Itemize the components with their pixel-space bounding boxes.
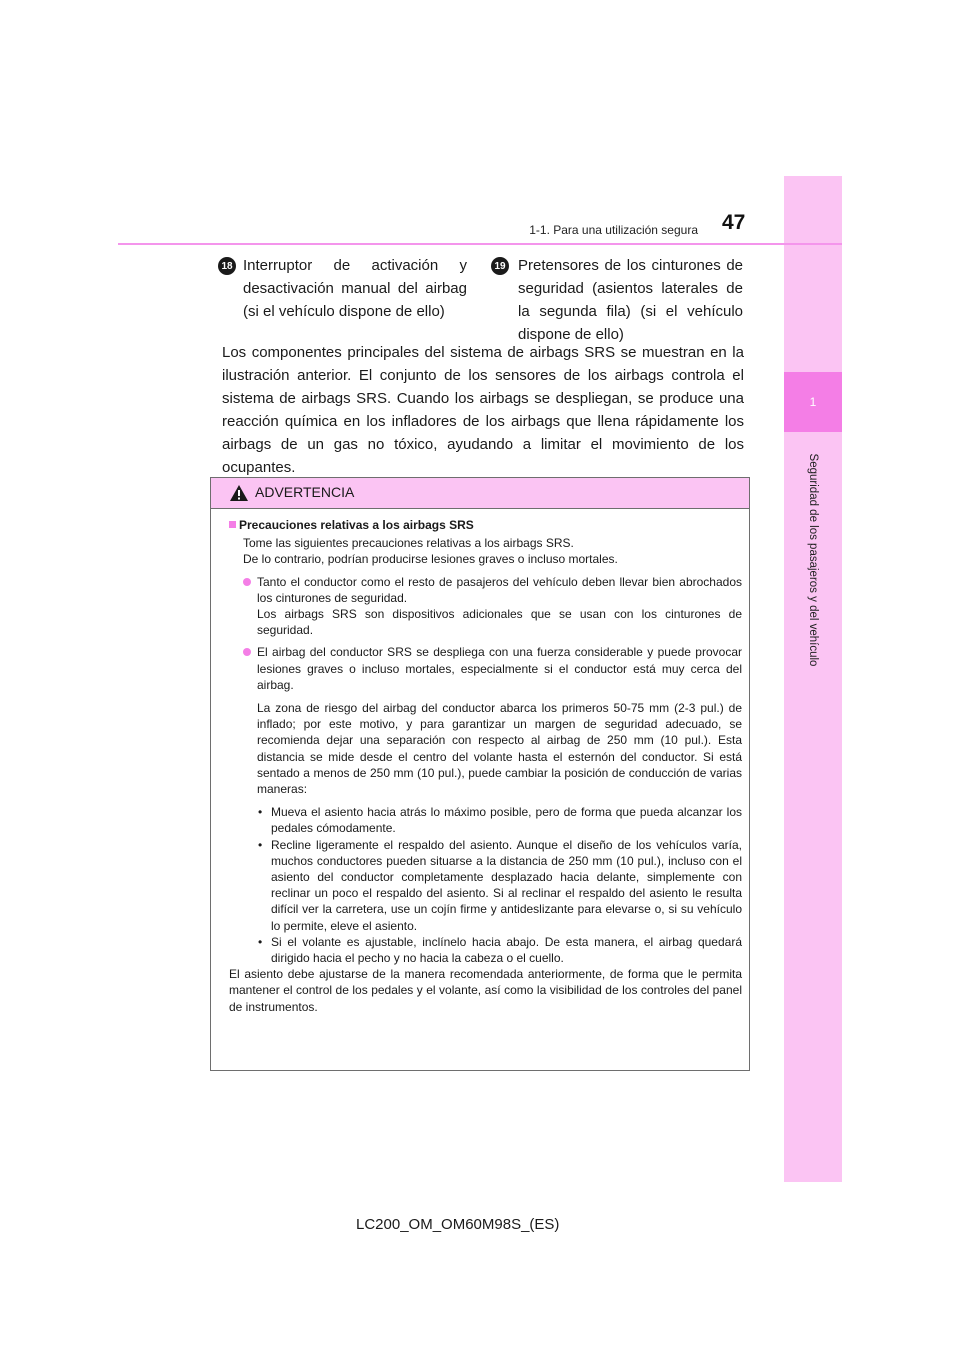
bullet-glyph: • (258, 837, 263, 852)
page-number: 47 (722, 211, 746, 234)
warning-item (243, 644, 742, 693)
item-number: 18 (221, 260, 233, 272)
chapter-side-tab (784, 176, 842, 1182)
chapter-number: 1 (809, 395, 817, 409)
warning-item-text: Tanto el conductor como el resto de pasajeros del vehículo deben llevar bien abrochados los cinturones de seguridad. (257, 574, 742, 605)
warning-intro-line: Tome las siguientes precauciones relativas a los airbags SRS. (243, 536, 574, 551)
warning-paragraph: La zona de riesgo del airbag del conductor abarca los primeros 50-75 mm (2-3 pul.) de inflado; por este motivo, y para garantizar un margen de seguridad adecuado, se recomienda dejar una separación con respecto al airbag de 250 mm (10 pul.). Esta distancia se mide desde el centro del volante hasta el esternón del conductor. Si está sentado a menos de 250 mm (10 pul.), puede cambiar la posición de conducción de varias maneras: (257, 701, 742, 797)
warning-item-text: Los airbags SRS son dispositivos adicionales que se usan con los cinturones de seguridad. (257, 607, 742, 638)
warning-final-paragraph: El asiento debe ajustarse de la manera recomendada anteriormente, de forma que le permita mantener el control de los pedales y el volante, así como la visibilidad de los controles del panel de instrumentos. (229, 967, 742, 1014)
intro-paragraph: Los componentes principales del sistema de airbags SRS se muestran en la ilustración anterior. El conjunto de los sensores de los airbags controla el sistema de airbags SRS. Cuando los airbags se despliegan, se produce una reacción química en los infladores de los airbags que llena rápidamente los airbags de un gas no tóxico, ayudando a limitar el movimiento de los ocupantes. (222, 344, 744, 476)
warning-box (210, 477, 750, 1071)
header-rule (118, 243, 842, 245)
warning-heading-text: Precauciones relativas a los airbags SRS (239, 518, 474, 532)
warning-content (229, 517, 742, 1015)
item-19-text: Pretensores de los cinturones de seguridad (asientos laterales de la segunda fila) (si el vehículo dispone de ello) (518, 257, 743, 343)
item-number-badge (491, 257, 509, 275)
bullet-glyph: • (258, 934, 263, 949)
list-item (257, 934, 742, 966)
list-item-text: Mueva el asiento hacia atrás lo máximo posible, pero de forma que pueda alcanzar los pedales cómodamente. (271, 805, 742, 836)
warning-triangle-icon (229, 484, 249, 502)
round-bullet-icon (243, 648, 251, 656)
list-item (257, 804, 742, 836)
round-bullet-icon (243, 578, 251, 586)
list-item-text: Recline ligeramente el respaldo del asiento. Aunque el diseño de los vehículos varía, muchos conductores pueden situarse a la distancia de 250 mm (10 pul.), incluso con el asiento del conductor completamente desplazado hacia delante, simplemente con reclinar un poco el respaldo del asiento. Si al reclinar el respaldo del asiento le resulta difícil ver la carretera, use un cojín firme y antideslizante para elevarse o, si su vehículo lo permite, eleve el asiento. (271, 837, 742, 933)
chapter-title: Seguridad de los pasajeros y del vehículo (807, 453, 819, 667)
document-code: LC200_OM_OM60M98S_(ES) (356, 1216, 560, 1233)
item-number: 19 (494, 260, 506, 272)
warning-item-text: El airbag del conductor SRS se despliega con una fuerza considerable y puede provocar lesiones graves o incluso mortales, especialmente si el conductor está muy cerca del airbag. (257, 645, 742, 692)
warning-heading (229, 517, 742, 533)
bullet-glyph: • (258, 805, 263, 820)
square-bullet-icon (229, 521, 236, 528)
warning-header (211, 478, 749, 509)
warning-bullet-list (257, 804, 742, 966)
warning-intro-line: De lo contrario, podrían producirse lesiones graves o incluso mortales. (243, 552, 618, 567)
item-number-badge (218, 257, 236, 275)
warning-item (243, 574, 742, 639)
chapter-number-tab (784, 372, 842, 432)
list-item-text: Si el volante es ajustable, inclínelo hacia abajo. De esta manera, el airbag quedará dirigido hacia el pecho y no hacia la cabeza o el cuello. (271, 934, 742, 966)
list-item (257, 837, 742, 934)
section-title: 1-1. Para una utilización segura (529, 223, 698, 237)
warning-title: ADVERTENCIA (255, 484, 355, 500)
item-18-text: Interruptor de activación y desactivación manual del airbag (si el vehículo dispone de ello) (243, 257, 467, 320)
